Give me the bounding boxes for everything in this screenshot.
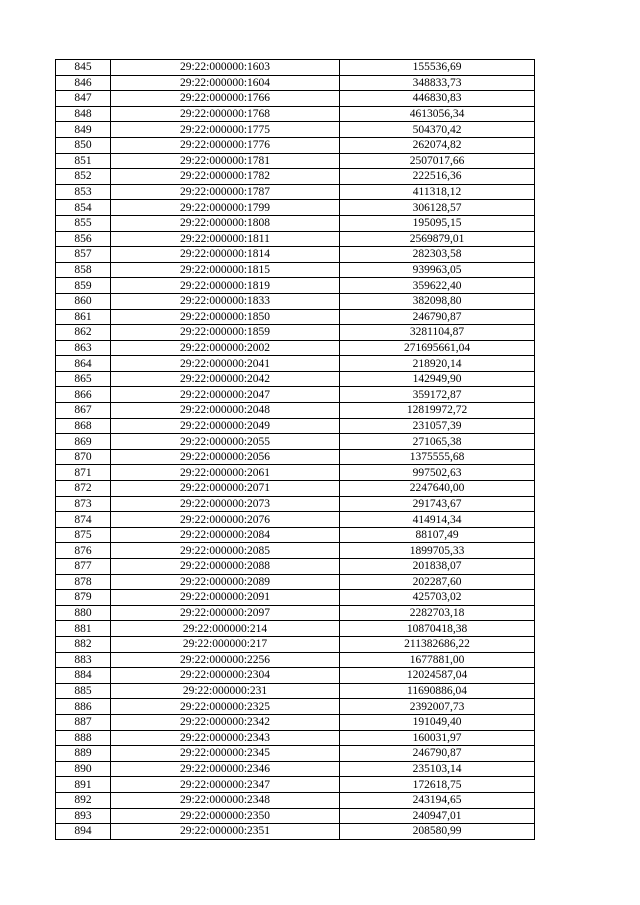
table-row: [56, 153, 535, 169]
table-body: [56, 60, 535, 840]
cadastral-number-cell: 29:22:000000:2056: [111, 449, 340, 465]
cadastral-number-cell: 29:22:000000:2091: [111, 590, 340, 606]
row-number-cell: 855: [56, 215, 111, 231]
row-number-cell: 854: [56, 200, 111, 216]
row-number-cell: 870: [56, 449, 111, 465]
cadastral-value-cell: 222516,36: [340, 169, 535, 185]
table-row: [56, 371, 535, 387]
table-row: [56, 605, 535, 621]
cadastral-value-cell: 246790,87: [340, 746, 535, 762]
cadastral-value-cell: 160031,97: [340, 730, 535, 746]
cadastral-value-cell: 2247640,00: [340, 481, 535, 497]
table-row: [56, 434, 535, 450]
table-row: [56, 496, 535, 512]
cadastral-number-cell: 29:22:000000:1768: [111, 106, 340, 122]
cadastral-number-cell: 29:22:000000:2084: [111, 527, 340, 543]
row-number-cell: 858: [56, 262, 111, 278]
table-row: [56, 200, 535, 216]
cadastral-value-cell: 218920,14: [340, 356, 535, 372]
table-row: [56, 60, 535, 76]
cadastral-value-cell: 3281104,87: [340, 325, 535, 341]
cadastral-number-cell: 29:22:000000:2089: [111, 574, 340, 590]
cadastral-value-cell: 195095,15: [340, 215, 535, 231]
cadastral-value-cell: 2282703,18: [340, 605, 535, 621]
cadastral-value-cell: 10870418,38: [340, 621, 535, 637]
cadastral-number-cell: 29:22:000000:217: [111, 636, 340, 652]
row-number-cell: 882: [56, 636, 111, 652]
row-number-cell: 880: [56, 605, 111, 621]
row-number-cell: 873: [56, 496, 111, 512]
table-row: [56, 215, 535, 231]
cadastral-value-cell: 997502,63: [340, 465, 535, 481]
cadastral-number-cell: 29:22:000000:1776: [111, 137, 340, 153]
row-number-cell: 865: [56, 371, 111, 387]
cadastral-number-cell: 29:22:000000:2342: [111, 714, 340, 730]
cadastral-value-cell: 939963,05: [340, 262, 535, 278]
row-number-cell: 883: [56, 652, 111, 668]
row-number-cell: 846: [56, 75, 111, 91]
table-row: [56, 465, 535, 481]
cadastral-number-cell: 29:22:000000:2047: [111, 387, 340, 403]
table-row: [56, 169, 535, 185]
table-row: [56, 325, 535, 341]
row-number-cell: 876: [56, 543, 111, 559]
table-row: [56, 184, 535, 200]
cadastral-value-cell: 348833,73: [340, 75, 535, 91]
cadastral-number-cell: 29:22:000000:1781: [111, 153, 340, 169]
cadastral-value-cell: 191049,40: [340, 714, 535, 730]
row-number-cell: 889: [56, 746, 111, 762]
row-number-cell: 857: [56, 247, 111, 263]
cadastral-number-cell: 29:22:000000:2347: [111, 777, 340, 793]
table-row: [56, 418, 535, 434]
row-number-cell: 891: [56, 777, 111, 793]
row-number-cell: 867: [56, 403, 111, 419]
cadastral-value-cell: 201838,07: [340, 559, 535, 575]
cadastral-value-cell: 282303,58: [340, 247, 535, 263]
row-number-cell: 856: [56, 231, 111, 247]
cadastral-number-cell: 29:22:000000:2071: [111, 481, 340, 497]
cadastral-number-cell: 29:22:000000:2256: [111, 652, 340, 668]
row-number-cell: 888: [56, 730, 111, 746]
cadastral-number-cell: 29:22:000000:1819: [111, 278, 340, 294]
cadastral-value-cell: 262074,82: [340, 137, 535, 153]
table-row: [56, 137, 535, 153]
row-number-cell: 861: [56, 309, 111, 325]
row-number-cell: 894: [56, 824, 111, 840]
cadastral-number-cell: 29:22:000000:1850: [111, 309, 340, 325]
cadastral-value-cell: 11690886,04: [340, 683, 535, 699]
table-row: [56, 574, 535, 590]
table-row: [56, 262, 535, 278]
cadastral-value-cell: 425703,02: [340, 590, 535, 606]
cadastral-number-cell: 29:22:000000:2351: [111, 824, 340, 840]
row-number-cell: 849: [56, 122, 111, 138]
table-row: [56, 481, 535, 497]
row-number-cell: 877: [56, 559, 111, 575]
table-row: [56, 122, 535, 138]
cadastral-number-cell: 29:22:000000:2085: [111, 543, 340, 559]
cadastral-value-cell: 12819972,72: [340, 403, 535, 419]
cadastral-value-cell: 243194,65: [340, 792, 535, 808]
row-number-cell: 885: [56, 683, 111, 699]
table-row: [56, 824, 535, 840]
cadastral-number-cell: 29:22:000000:2325: [111, 699, 340, 715]
cadastral-number-cell: 29:22:000000:2343: [111, 730, 340, 746]
cadastral-value-cell: 359172,87: [340, 387, 535, 403]
cadastral-number-cell: 29:22:000000:2345: [111, 746, 340, 762]
cadastral-number-cell: 29:22:000000:1815: [111, 262, 340, 278]
table-row: [56, 356, 535, 372]
table-row: [56, 75, 535, 91]
cadastral-value-cell: 271065,38: [340, 434, 535, 450]
table-row: [56, 792, 535, 808]
cadastral-number-cell: 29:22:000000:2097: [111, 605, 340, 621]
row-number-cell: 890: [56, 761, 111, 777]
cadastral-number-cell: 29:22:000000:1808: [111, 215, 340, 231]
table-row: [56, 808, 535, 824]
row-number-cell: 864: [56, 356, 111, 372]
cadastral-value-cell: 231057,39: [340, 418, 535, 434]
cadastral-number-cell: 29:22:000000:2042: [111, 371, 340, 387]
cadastral-value-cell: 1677881,00: [340, 652, 535, 668]
row-number-cell: 887: [56, 714, 111, 730]
cadastral-number-cell: 29:22:000000:1859: [111, 325, 340, 341]
row-number-cell: 866: [56, 387, 111, 403]
cadastral-value-cell: 1899705,33: [340, 543, 535, 559]
cadastral-value-cell: 172618,75: [340, 777, 535, 793]
cadastral-number-cell: 29:22:000000:2049: [111, 418, 340, 434]
row-number-cell: 872: [56, 481, 111, 497]
cadastral-number-cell: 29:22:000000:2048: [111, 403, 340, 419]
table-row: [56, 683, 535, 699]
row-number-cell: 853: [56, 184, 111, 200]
cadastral-value-cell: 12024587,04: [340, 668, 535, 684]
row-number-cell: 884: [56, 668, 111, 684]
row-number-cell: 879: [56, 590, 111, 606]
row-number-cell: 881: [56, 621, 111, 637]
table-row: [56, 621, 535, 637]
cadastral-number-cell: 29:22:000000:2073: [111, 496, 340, 512]
row-number-cell: 850: [56, 137, 111, 153]
table-row: [56, 559, 535, 575]
cadastral-number-cell: 29:22:000000:2350: [111, 808, 340, 824]
cadastral-number-cell: 29:22:000000:1814: [111, 247, 340, 263]
cadastral-value-cell: 208580,99: [340, 824, 535, 840]
table-row: [56, 231, 535, 247]
row-number-cell: 848: [56, 106, 111, 122]
cadastral-number-cell: 29:22:000000:2002: [111, 340, 340, 356]
cadastral-number-cell: 29:22:000000:2348: [111, 792, 340, 808]
cadastral-number-cell: 29:22:000000:2076: [111, 512, 340, 528]
table-row: [56, 293, 535, 309]
cadastral-value-cell: 414914,34: [340, 512, 535, 528]
cadastral-value-cell: 211382686,22: [340, 636, 535, 652]
table-row: [56, 714, 535, 730]
cadastral-value-cell: 411318,12: [340, 184, 535, 200]
cadastral-number-cell: 29:22:000000:1604: [111, 75, 340, 91]
row-number-cell: 845: [56, 60, 111, 76]
table-row: [56, 652, 535, 668]
cadastral-value-cell: 2392007,73: [340, 699, 535, 715]
table-row: [56, 340, 535, 356]
row-number-cell: 875: [56, 527, 111, 543]
cadastral-value-table: [55, 59, 535, 840]
table-row: [56, 636, 535, 652]
cadastral-value-cell: 291743,67: [340, 496, 535, 512]
cadastral-value-cell: 2569879,01: [340, 231, 535, 247]
table-row: [56, 403, 535, 419]
cadastral-number-cell: 29:22:000000:231: [111, 683, 340, 699]
cadastral-value-cell: 246790,87: [340, 309, 535, 325]
cadastral-number-cell: 29:22:000000:1787: [111, 184, 340, 200]
table-row: [56, 668, 535, 684]
cadastral-number-cell: 29:22:000000:2346: [111, 761, 340, 777]
cadastral-number-cell: 29:22:000000:1833: [111, 293, 340, 309]
table-row: [56, 761, 535, 777]
table-row: [56, 527, 535, 543]
table-row: [56, 449, 535, 465]
row-number-cell: 863: [56, 340, 111, 356]
row-number-cell: 851: [56, 153, 111, 169]
table-row: [56, 91, 535, 107]
row-number-cell: 860: [56, 293, 111, 309]
table-row: [56, 106, 535, 122]
cadastral-value-cell: 359622,40: [340, 278, 535, 294]
row-number-cell: 871: [56, 465, 111, 481]
cadastral-number-cell: 29:22:000000:2088: [111, 559, 340, 575]
cadastral-number-cell: 29:22:000000:1603: [111, 60, 340, 76]
table-row: [56, 699, 535, 715]
cadastral-value-cell: 235103,14: [340, 761, 535, 777]
row-number-cell: 868: [56, 418, 111, 434]
cadastral-value-cell: 240947,01: [340, 808, 535, 824]
cadastral-number-cell: 29:22:000000:2055: [111, 434, 340, 450]
cadastral-number-cell: 29:22:000000:214: [111, 621, 340, 637]
row-number-cell: 893: [56, 808, 111, 824]
cadastral-number-cell: 29:22:000000:1766: [111, 91, 340, 107]
cadastral-value-cell: 504370,42: [340, 122, 535, 138]
row-number-cell: 852: [56, 169, 111, 185]
row-number-cell: 874: [56, 512, 111, 528]
cadastral-value-cell: 142949,90: [340, 371, 535, 387]
table-row: [56, 309, 535, 325]
table-row: [56, 387, 535, 403]
cadastral-number-cell: 29:22:000000:2304: [111, 668, 340, 684]
cadastral-value-cell: 306128,57: [340, 200, 535, 216]
row-number-cell: 892: [56, 792, 111, 808]
cadastral-value-cell: 4613056,34: [340, 106, 535, 122]
cadastral-value-cell: 202287,60: [340, 574, 535, 590]
cadastral-number-cell: 29:22:000000:1811: [111, 231, 340, 247]
cadastral-value-cell: 382098,80: [340, 293, 535, 309]
cadastral-number-cell: 29:22:000000:2041: [111, 356, 340, 372]
cadastral-value-cell: 271695661,04: [340, 340, 535, 356]
cadastral-value-cell: 155536,69: [340, 60, 535, 76]
cadastral-number-cell: 29:22:000000:2061: [111, 465, 340, 481]
cadastral-value-cell: 2507017,66: [340, 153, 535, 169]
row-number-cell: 869: [56, 434, 111, 450]
table-row: [56, 278, 535, 294]
cadastral-value-cell: 88107,49: [340, 527, 535, 543]
table-row: [56, 746, 535, 762]
table-row: [56, 777, 535, 793]
row-number-cell: 878: [56, 574, 111, 590]
table-row: [56, 730, 535, 746]
cadastral-value-cell: 1375555,68: [340, 449, 535, 465]
cadastral-number-cell: 29:22:000000:1799: [111, 200, 340, 216]
cadastral-number-cell: 29:22:000000:1782: [111, 169, 340, 185]
row-number-cell: 859: [56, 278, 111, 294]
row-number-cell: 862: [56, 325, 111, 341]
cadastral-number-cell: 29:22:000000:1775: [111, 122, 340, 138]
table-row: [56, 247, 535, 263]
cadastral-value-cell: 446830,83: [340, 91, 535, 107]
row-number-cell: 886: [56, 699, 111, 715]
table-row: [56, 590, 535, 606]
table-row: [56, 543, 535, 559]
table-row: [56, 512, 535, 528]
row-number-cell: 847: [56, 91, 111, 107]
